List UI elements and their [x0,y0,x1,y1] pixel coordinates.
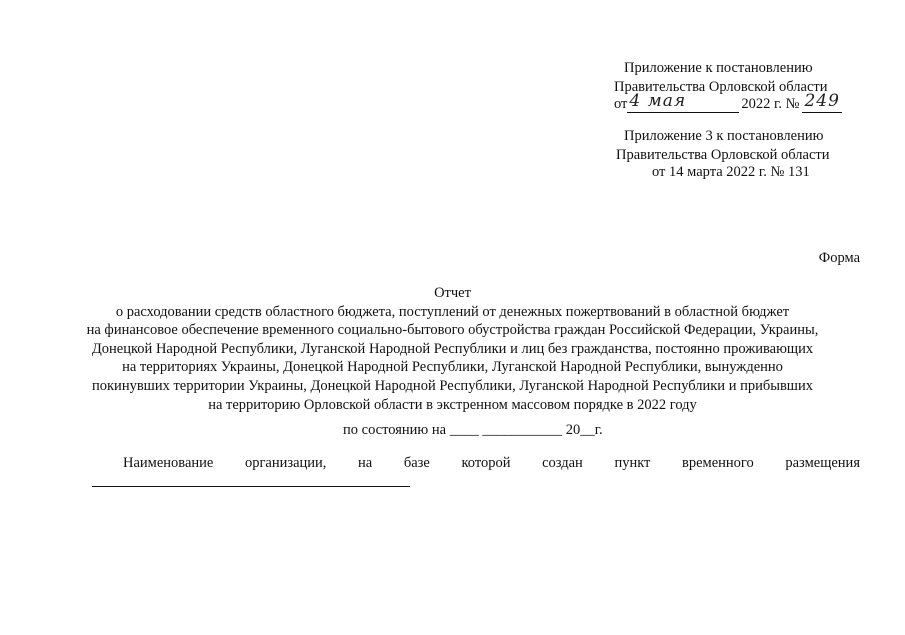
appendix-current-line2: Правительства Орловской области [614,79,828,95]
appendix-original-line2: Правительства Орловской области [616,147,830,163]
appendix-original-line3: от 14 марта 2022 г. № 131 [652,164,810,180]
org-word: пункт [614,455,651,471]
org-word: базе [403,455,430,471]
handwritten-number: 249 [804,91,840,111]
org-word: создан [542,455,583,471]
organization-name-rule [92,486,410,487]
report-line: на территориях Украины, Донецкой Народной Республики, Луганской Народной Республики, вынужденно [122,359,783,376]
organization-name-label [123,455,860,472]
year-number-label: 2022 г. № [741,96,800,112]
org-word: Наименование [123,455,214,471]
appendix-current-date-line [614,91,842,113]
org-word: на [358,455,373,471]
report-line: на финансовое обеспечение временного социально-бытового обустройства граждан Российской Федерации, Украины, [86,322,819,339]
date-field [627,91,739,113]
report-line: на территорию Орловской области в экстренном массовом порядке в 2022 году [208,396,697,413]
form-label: Форма [818,250,860,266]
report-line: о расходовании средств областного бюджета, поступлений от денежных пожертвований в областной бюджет [115,303,790,320]
number-field [802,91,842,113]
date-prefix: от [614,96,628,112]
report-title-block [0,284,905,414]
report-line: Донецкой Народной Республики, Луганской Народной Республики и лиц без гражданства, постоянно проживающих [91,340,814,357]
appendix-original-line1: Приложение 3 к постановлению [624,128,824,144]
report-line: покинувших территории Украины, Донецкой Народной Республики, Луганской Народной Республики и прибывших [92,377,813,394]
status-date-line: по состоянию на ____ ___________ 20__г. [343,422,603,438]
handwritten-date: 4 мая [629,91,687,111]
org-word: размещения [785,455,860,471]
appendix-current-line1: Приложение к постановлению [624,60,813,76]
org-word: которой [461,455,511,471]
org-word: временного [682,455,754,471]
org-word: организации, [244,455,327,471]
report-title: Отчет [434,285,471,301]
